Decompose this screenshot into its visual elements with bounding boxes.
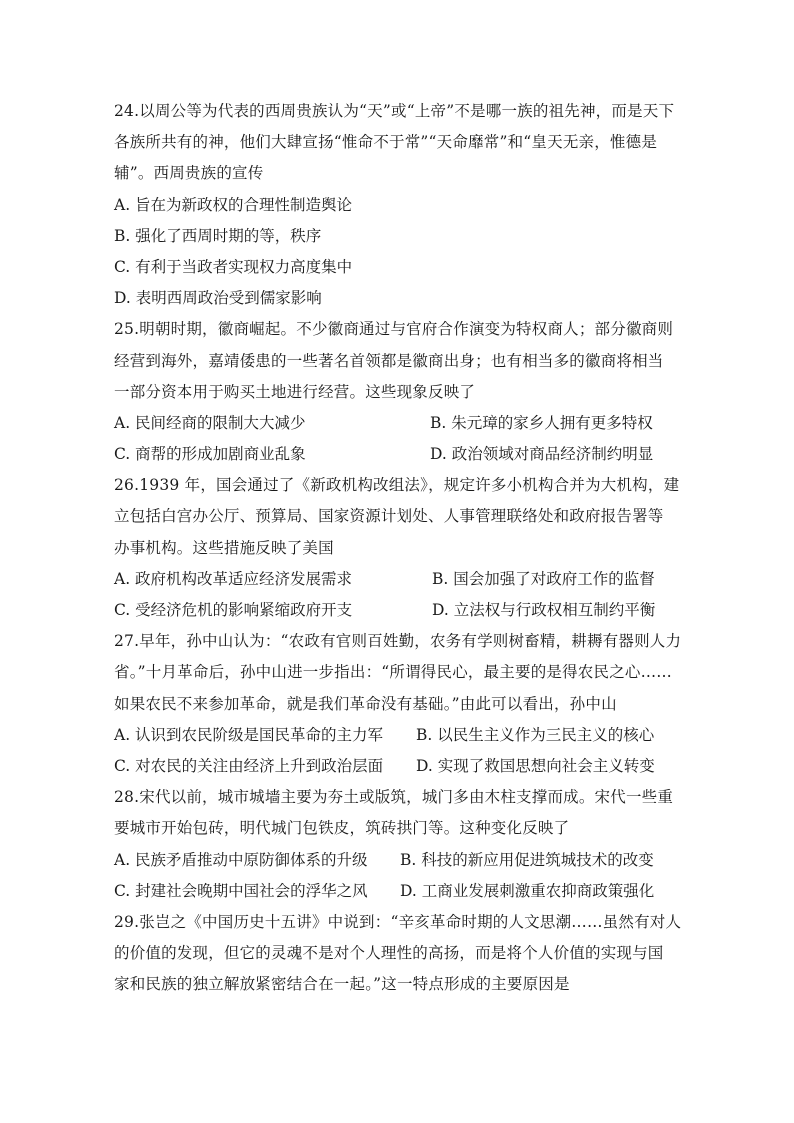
option-c: C. 商帮的形成加剧商业乱象 (114, 445, 306, 464)
option-row (114, 408, 686, 439)
question-stem-line: 办事机构。这些措施反映了美国 (114, 538, 334, 557)
question-stem-line: 27.早年，孙中山认为：“农政有官则百姓勤，农务有学则树畜精，耕耨有器则人力 (114, 632, 682, 651)
question-stem-line: 28.宋代以前，城市城墙主要为夯土或版筑，城门多由木柱支撑而成。宋代一些重 (114, 788, 674, 807)
question-29 (114, 907, 686, 1001)
question-stem-line: 立包括白宫办公厅、预算局、国家资源计划处、人事管理联络处和政府报告署等 (114, 507, 664, 526)
option-row (114, 439, 686, 470)
option-c: C. 对农民的关注由经济上升到政治层面 (114, 756, 384, 775)
option-row (114, 845, 686, 876)
option-a: A. 政府机构改革适应经济发展需求 (114, 569, 353, 588)
question-stem-line: 经营到海外，嘉靖倭患的一些著名首领都是徽商出身；也有相当多的徽商将相当 (114, 351, 664, 370)
question-26 (114, 470, 686, 626)
question-stem-line: 省。”十月革命后，孙中山进一步指出：“所谓得民心，最主要的是得农民之心…… (114, 663, 673, 682)
option-b: B. 朱元璋的家乡人拥有更多特权 (430, 413, 653, 432)
question-24 (114, 96, 686, 314)
option-b: B. 强化了西周时期的等，秩序 (114, 226, 322, 245)
option-row (114, 876, 686, 907)
question-stem-line: 25.明朝时期，徽商崛起。不少徽商通过与官府合作演变为特权商人；部分徽商则 (114, 320, 674, 339)
option-b: B. 科技的新应用促进筑城技术的改变 (400, 850, 654, 869)
question-stem-line: 26.1939 年，国会通过了《新政机构改组法》，规定许多小机构合并为大机构，建 (114, 476, 680, 495)
option-d: D. 实现了救国思想向社会主义转变 (416, 756, 655, 775)
option-d: D. 立法权与行政权相互制约平衡 (432, 601, 656, 619)
option-row (114, 595, 686, 626)
question-stem-line: 家和民族的独立解放紧密结合在一起。”这一特点形成的主要原因是 (114, 975, 570, 994)
question-stem-line: 辅”。西周贵族的宣传 (114, 164, 264, 183)
option-a: A. 认识到农民阶级是国民革命的主力军 (114, 725, 384, 744)
question-stem-line: 如果农民不来参加革命，就是我们革命没有基础。”由此可以看出，孙中山 (114, 694, 617, 713)
option-a: A. 民间经商的限制大大减少 (114, 413, 306, 432)
option-row (114, 564, 686, 595)
question-stem-line: 的价值的发现，但它的灵魂不是对个人理性的高扬，而是将个人价值的实现与国 (114, 944, 664, 963)
question-28 (114, 782, 686, 907)
option-b: B. 国会加强了对政府工作的监督 (432, 569, 655, 588)
option-row (114, 720, 686, 751)
option-d: D. 工商业发展刺激重农抑商政策强化 (400, 881, 655, 900)
question-27 (114, 626, 686, 782)
question-stem-line: 29.张岂之《中国历史十五讲》中说到：“辛亥革命时期的人文思潮……虽然有对人 (114, 912, 682, 931)
option-c: C. 封建社会晚期中国社会的浮华之风 (114, 881, 368, 900)
option-row (114, 751, 686, 782)
option-d: D. 政治领域对商品经济制约明显 (430, 445, 654, 464)
question-stem-line: 一部分资本用于购买土地进行经营。这些现象反映了 (114, 382, 476, 401)
option-c: C. 受经济危机的影响紧缩政府开支 (114, 601, 353, 619)
question-25 (114, 314, 686, 470)
question-stem-line: 24.以周公等为代表的西周贵族认为“天”或“上帝”不是哪一族的祖先神，而是天下 (114, 102, 675, 120)
question-stem-line: 要城市开始包砖，明代城门包铁皮，筑砖拱门等。这种变化反映了 (114, 819, 570, 838)
question-stem-line: 各族所共有的神，他们大肆宣扬“惟命不于常”“天命靡常”和“皇天无亲，惟德是 (114, 133, 658, 152)
option-b: B. 以民生主义作为三民主义的核心 (416, 725, 655, 744)
option-a: A. 旨在为新政权的合理性制造舆论 (114, 195, 353, 214)
option-a: A. 民族矛盾推动中原防御体系的升级 (114, 850, 368, 869)
exam-page (114, 96, 686, 1000)
option-d: D. 表明西周政治受到儒家影响 (114, 289, 322, 308)
option-c: C. 有利于当政者实现权力高度集中 (114, 257, 353, 276)
